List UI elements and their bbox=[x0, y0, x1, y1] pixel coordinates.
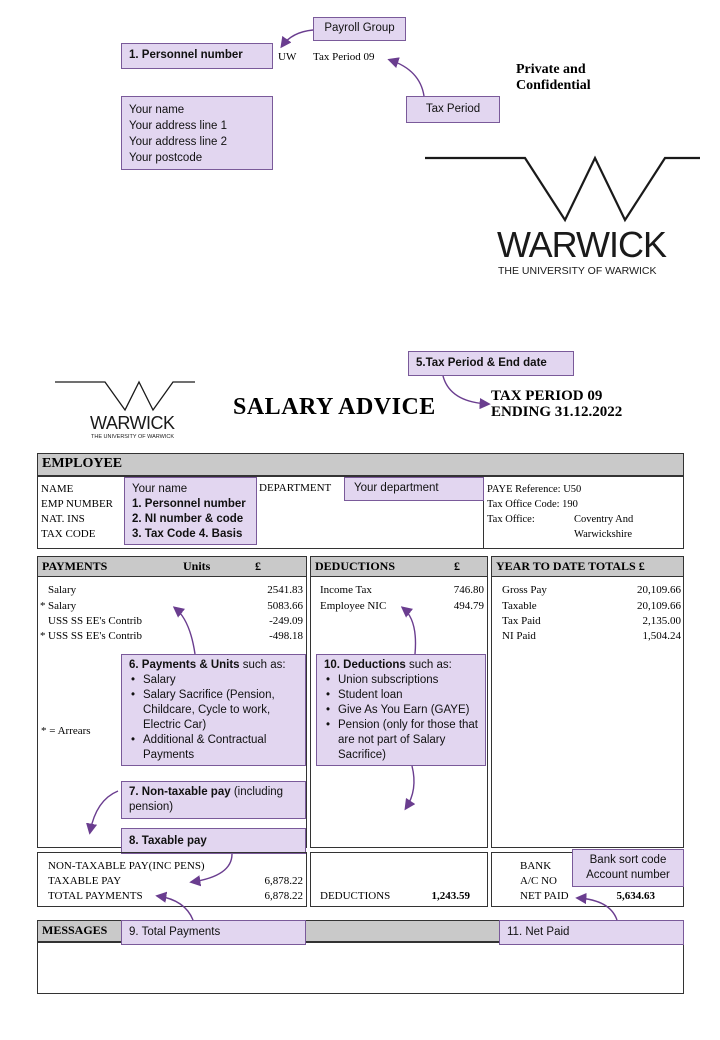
label-tax-code: TAX CODE bbox=[41, 528, 96, 540]
employee-name-field: Your name bbox=[132, 483, 188, 495]
payment-row bbox=[40, 584, 76, 596]
units-header: Units bbox=[183, 559, 211, 573]
address-name: Your name bbox=[129, 104, 185, 116]
ytd-row: NI Paid bbox=[502, 630, 536, 642]
payroll-group-value: UW bbox=[278, 51, 297, 63]
ytd-amount: 20,109.66 bbox=[637, 600, 681, 612]
paye-value: U50 bbox=[563, 484, 582, 495]
logo-word-small: WARWICK bbox=[90, 413, 175, 433]
payment-amount: 5083.66 bbox=[267, 600, 303, 612]
address-postcode: Your postcode bbox=[129, 152, 203, 164]
deductions-callout bbox=[316, 654, 486, 766]
ytd-amount: 20,109.66 bbox=[637, 584, 681, 596]
department-label: DEPARTMENT bbox=[259, 482, 332, 494]
arrears-marker: * bbox=[40, 630, 46, 642]
bank-label: BANK bbox=[520, 860, 552, 872]
paye-label: PAYE Reference: bbox=[487, 484, 561, 495]
personnel-number-field: 1. Personnel number bbox=[132, 498, 246, 510]
deductions-callout-item: • Student loan bbox=[324, 688, 478, 703]
ytd-row: Taxable bbox=[502, 600, 537, 612]
personnel-number-callout: 1. Personnel number bbox=[121, 43, 273, 69]
address-callout bbox=[121, 96, 273, 170]
deduction-row: Income Tax bbox=[320, 584, 372, 596]
payment-label: Salary bbox=[48, 600, 77, 612]
total-payments-label: TOTAL PAYMENTS bbox=[48, 890, 143, 902]
payments-callout-item: • Salary bbox=[129, 673, 298, 688]
ytd-header: YEAR TO DATE TOTALS £ bbox=[491, 556, 684, 577]
ending-date: ENDING 31.12.2022 bbox=[491, 404, 623, 420]
label-emp-number: EMP NUMBER bbox=[41, 498, 114, 510]
warwick-w-mark-icon bbox=[425, 152, 700, 232]
logo-subtitle: THE UNIVERSITY OF WARWICK bbox=[498, 265, 657, 277]
messages-box bbox=[37, 942, 684, 994]
net-paid-callout: 11. Net Paid bbox=[499, 920, 684, 945]
payments-callout-item: • Additional & Contractual Payments bbox=[129, 733, 298, 763]
label-name: NAME bbox=[41, 483, 74, 495]
ytd-amount: 1,504.24 bbox=[642, 630, 681, 642]
payments-pound-header: £ bbox=[255, 559, 261, 573]
ytd-amount: 2,135.00 bbox=[642, 615, 681, 627]
total-payments-callout: 9. Total Payments bbox=[121, 920, 306, 945]
private-confidential bbox=[516, 62, 591, 94]
payments-header bbox=[37, 556, 307, 577]
net-paid-value: 5,634.63 bbox=[616, 890, 655, 902]
tax-period-number: TAX PERIOD 09 bbox=[491, 388, 603, 404]
department-callout: Your department bbox=[344, 477, 484, 501]
tax-period-value: Tax Period 09 bbox=[313, 51, 375, 63]
deductions-callout-item: • Give As You Earn (GAYE) bbox=[324, 703, 478, 718]
deductions-total-value: 1,243.59 bbox=[431, 890, 470, 902]
deductions-callout-suffix: such as: bbox=[405, 659, 452, 671]
non-taxable-title: 7. Non-taxable pay bbox=[129, 786, 231, 798]
deductions-header-label: DEDUCTIONS bbox=[315, 559, 396, 573]
non-taxable-suffix: (including pension) bbox=[129, 786, 284, 813]
arrow-payroll-group bbox=[282, 30, 313, 46]
net-paid-label: NET PAID bbox=[520, 890, 569, 902]
tax-period-heading bbox=[491, 388, 622, 420]
employee-details-callout bbox=[124, 477, 257, 545]
salary-advice-title: SALARY ADVICE bbox=[233, 394, 436, 420]
payment-label: USS SS EE's Contrib bbox=[48, 630, 142, 642]
tax-office-value: Coventry And bbox=[574, 514, 634, 525]
address-line-1: Your address line 1 bbox=[129, 120, 228, 132]
period-end-callout: 5.Tax Period & End date bbox=[408, 351, 574, 376]
payments-callout-title: 6. Payments & Units bbox=[129, 659, 240, 671]
bank-details-callout bbox=[572, 849, 684, 887]
payments-callout-heading bbox=[129, 658, 298, 673]
payments-callout-item: • Salary Sacrifice (Pension, Childcare, Cycle to work, Electric Car) bbox=[129, 688, 298, 733]
deductions-pound-header: £ bbox=[454, 559, 460, 573]
tax-office-2: Warwickshire bbox=[574, 529, 633, 540]
confidential-line: Confidential bbox=[516, 78, 591, 93]
non-taxable-callout bbox=[121, 781, 306, 819]
account-number: Account number bbox=[586, 869, 670, 881]
logo-word: WARWICK bbox=[497, 224, 666, 265]
taxable-pay-value: 6,878.22 bbox=[264, 875, 303, 887]
deductions-callout-heading bbox=[324, 658, 478, 673]
deductions-callout-title: 10. Deductions bbox=[324, 659, 406, 671]
deductions-callout-item: • Pension (only for those that are not part of Salary Sacrifice) bbox=[324, 718, 478, 763]
tax-code-field: 3. Tax Code 4. Basis bbox=[132, 528, 243, 540]
payments-header-label: PAYMENTS bbox=[42, 559, 108, 573]
paye-block bbox=[487, 482, 682, 542]
payment-label: Salary bbox=[48, 584, 77, 596]
employee-header: EMPLOYEE bbox=[37, 453, 684, 476]
ytd-row: Tax Paid bbox=[502, 615, 541, 627]
payment-row bbox=[40, 615, 142, 627]
payments-callout-suffix: such as: bbox=[239, 659, 286, 671]
warwick-logo-small bbox=[55, 380, 195, 444]
bank-sort-code: Bank sort code bbox=[589, 854, 667, 866]
payment-row bbox=[40, 600, 76, 612]
deductions-total-label: DEDUCTIONS bbox=[320, 890, 391, 902]
ytd-row: Gross Pay bbox=[502, 584, 547, 596]
tax-period-callout: Tax Period bbox=[406, 96, 500, 123]
payment-amount: 2541.83 bbox=[267, 584, 303, 596]
deduction-row: Employee NIC bbox=[320, 600, 387, 612]
deduction-amount: 746.80 bbox=[453, 584, 484, 596]
taxable-pay-label: TAXABLE PAY bbox=[48, 875, 122, 887]
payments-units-callout bbox=[121, 654, 306, 766]
employee-labels bbox=[41, 482, 113, 542]
warwick-logo-large bbox=[425, 152, 700, 282]
non-taxable-label: NON-TAXABLE PAY(INC PENS) bbox=[48, 860, 205, 872]
payment-amount: -249.09 bbox=[269, 615, 303, 627]
tax-office bbox=[487, 512, 682, 527]
tax-office-label: Tax Office: bbox=[487, 514, 535, 525]
warwick-w-mark-small-icon bbox=[55, 380, 195, 416]
ni-number-field: 2. NI number & code bbox=[132, 513, 244, 525]
deductions-callout-list bbox=[324, 673, 478, 763]
arrears-marker: * bbox=[40, 600, 46, 612]
tax-office-code bbox=[487, 497, 682, 512]
address-line-2: Your address line 2 bbox=[129, 136, 228, 148]
ac-no-label: A/C NO bbox=[520, 875, 557, 887]
tax-office-code-value: 190 bbox=[562, 499, 578, 510]
payment-amount: -498.18 bbox=[269, 630, 303, 642]
logo-subtitle-small: THE UNIVERSITY OF WARWICK bbox=[91, 434, 175, 440]
arrears-note: * = Arrears bbox=[41, 725, 91, 737]
messages-header: MESSAGES bbox=[37, 920, 684, 942]
deduction-amount: 494.79 bbox=[453, 600, 484, 612]
tax-office-code-label: Tax Office Code: bbox=[487, 499, 560, 510]
private-line: Private and bbox=[516, 62, 586, 77]
payment-label: USS SS EE's Contrib bbox=[48, 615, 142, 627]
payments-callout-list bbox=[129, 673, 298, 763]
paye-reference bbox=[487, 482, 682, 497]
payment-row bbox=[40, 630, 142, 642]
arrow-period-end bbox=[443, 376, 488, 404]
taxable-pay-callout: 8. Taxable pay bbox=[121, 828, 306, 854]
deductions-callout-item: • Union subscriptions bbox=[324, 673, 478, 688]
payroll-group-callout: Payroll Group bbox=[313, 17, 406, 41]
label-nat-ins: NAT. INS bbox=[41, 513, 85, 525]
total-payments-value: 6,878.22 bbox=[264, 890, 303, 902]
arrow-tax-period bbox=[390, 60, 424, 96]
deductions-header bbox=[310, 556, 488, 577]
